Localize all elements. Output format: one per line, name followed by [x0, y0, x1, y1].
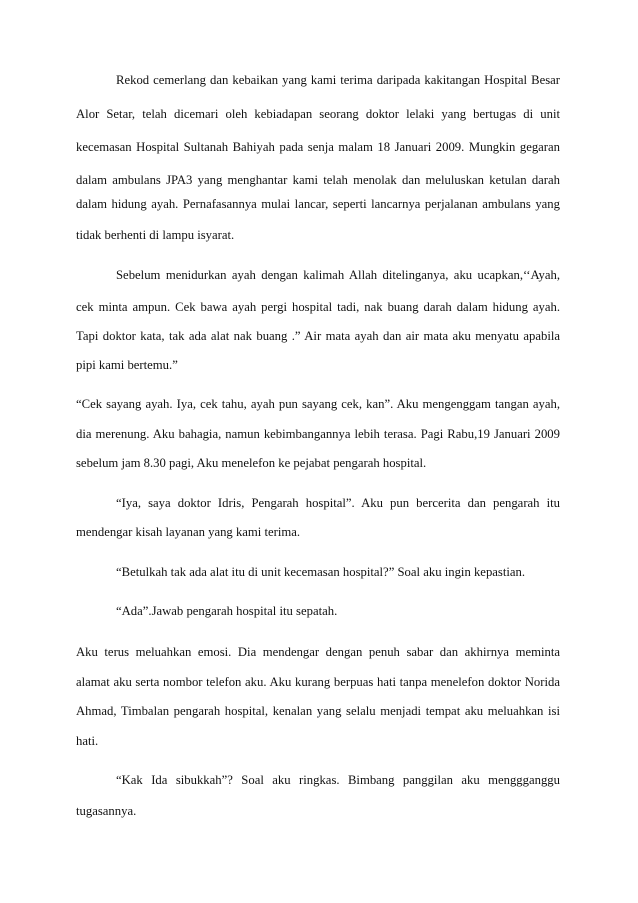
paragraph-2-line-4: pipi kami bertemu.”	[76, 358, 178, 372]
paragraph-2-line-1: Sebelum menidurkan ayah dengan kalimah Allah ditelinganya, aku ucapkan,‘‘Ayah,	[116, 268, 560, 282]
paragraph-1-line-3: kecemasan Hospital Sultanah Bahiyah pada senja malam 18 Januari 2009. Mungkin gegaran	[76, 140, 560, 154]
paragraph-4-line-1: “Iya, saya doktor Idris, Pengarah hospital”. Aku pun bercerita dan pengarah itu	[116, 496, 560, 510]
paragraph-3-line-2: dia merenung. Aku bahagia, namun kebimbangannya lebih terasa. Pagi Rabu,19 Januari 2009	[76, 427, 560, 441]
paragraph-1-line-5: dalam hidung ayah. Pernafasannya mulai lancar, seperti lancarnya perjalanan ambulans yang	[76, 197, 560, 211]
paragraph-2-line-3: Tapi doktor kata, tak ada alat nak buang .” Air mata ayah dan air mata aku menyatu apabila	[76, 329, 560, 343]
paragraph-7-line-1: Aku terus meluahkan emosi. Dia mendengar dengan penuh sabar dan akhirnya meminta	[76, 645, 560, 659]
paragraph-8-line-1: “Kak Ida sibukkah”? Soal aku ringkas. Bimbang panggilan aku menggganggu	[116, 773, 560, 787]
paragraph-7-line-3: Ahmad, Timbalan pengarah hospital, kenalan yang selalu menjadi tempat aku meluahkan isi	[76, 704, 560, 718]
paragraph-4-line-2: mendengar kisah layanan yang kami terima.	[76, 525, 301, 539]
paragraph-2-line-2: cek minta ampun. Cek bawa ayah pergi hospital tadi, nak buang darah dalam hidung ayah.	[76, 300, 560, 314]
paragraph-3-line-1: “Cek sayang ayah. Iya, cek tahu, ayah pun sayang cek, kan”. Aku mengenggam tangan ayah,	[76, 397, 560, 411]
paragraph-6-line-1: “Ada”.Jawab pengarah hospital itu sepatah.	[116, 604, 338, 618]
paragraph-1-line-4: dalam ambulans JPA3 yang menghantar kami telah menolak dan meluluskan ketulan darah	[76, 173, 560, 187]
paragraph-5-line-1: “Betulkah tak ada alat itu di unit kecemasan hospital?” Soal aku ingin kepastian.	[116, 565, 526, 579]
paragraph-1-line-6: tidak berhenti di lampu isyarat.	[76, 228, 235, 242]
paragraph-1-line-2: Alor Setar, telah dicemari oleh kebiadapan seorang doktor lelaki yang bertugas di unit	[76, 107, 560, 121]
paragraph-3-line-3: sebelum jam 8.30 pagi, Aku menelefon ke pejabat pengarah hospital.	[76, 456, 427, 470]
paragraph-7-line-2: alamat aku serta nombor telefon aku. Aku kurang berpuas hati tanpa menelefon doktor Norida	[76, 675, 560, 689]
paragraph-1-line-1: Rekod cemerlang dan kebaikan yang kami terima daripada kakitangan Hospital Besar	[116, 73, 560, 87]
paragraph-8-line-2: tugasannya.	[76, 804, 137, 818]
paragraph-7-line-4: hati.	[76, 734, 99, 748]
